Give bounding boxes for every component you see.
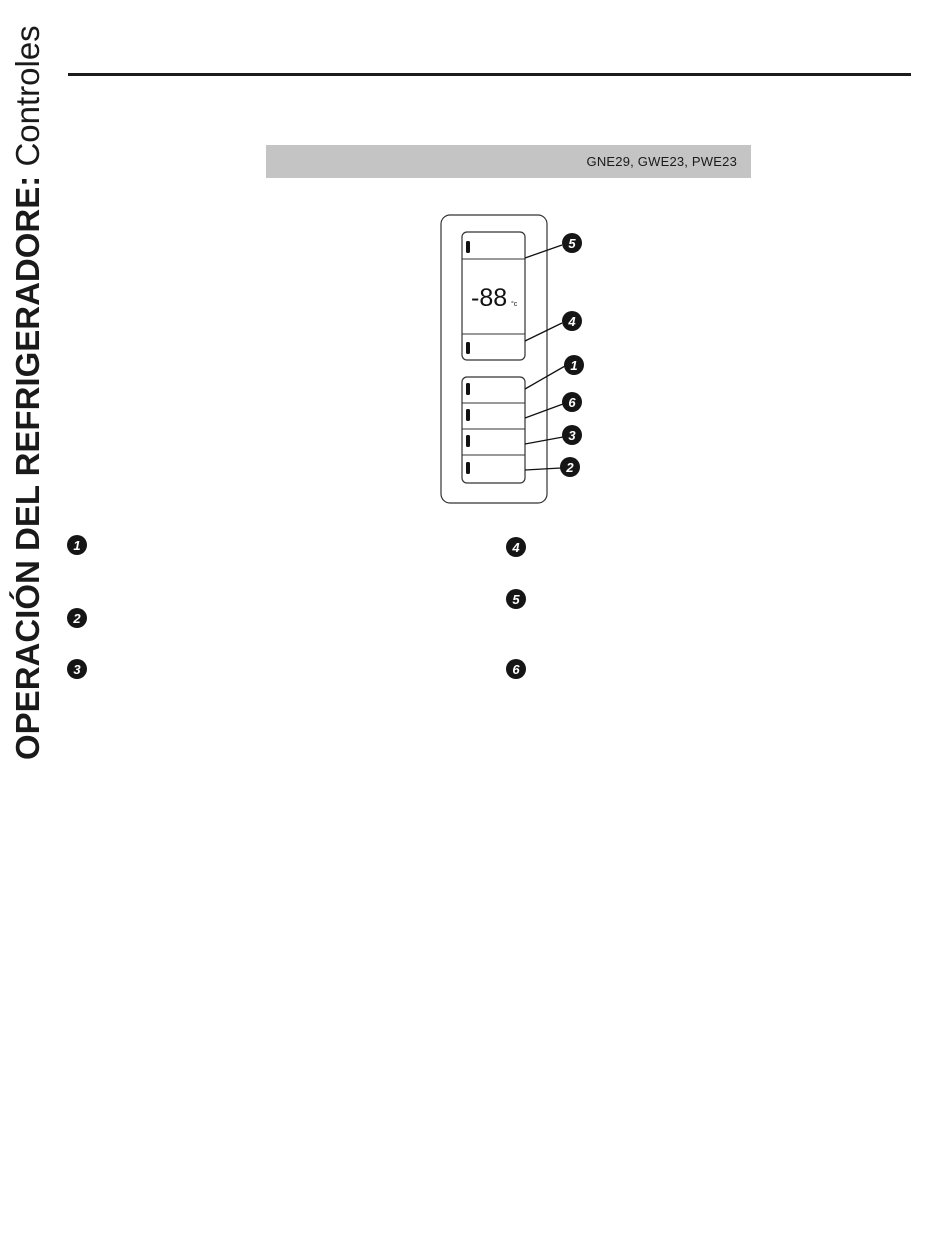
indicator-light (466, 409, 470, 421)
svg-text:1: 1 (570, 358, 578, 373)
callout-badge-2 (560, 457, 580, 477)
callout-badge-1 (564, 355, 584, 375)
indicator-light (466, 383, 470, 395)
svg-text:2: 2 (566, 460, 574, 475)
svg-text:6: 6 (512, 662, 520, 677)
callout-badge-3 (562, 425, 582, 445)
callout-badge-6 (562, 392, 582, 412)
button-module (462, 377, 525, 483)
svg-text:5: 5 (512, 592, 520, 607)
legend-badge-1 (67, 535, 87, 555)
panel-outline (441, 215, 547, 503)
callout-badge-5 (562, 233, 582, 253)
model-list: GNE29, GWE23, PWE23 (586, 154, 737, 169)
legend-badge-5 (506, 589, 526, 609)
svg-text:6: 6 (568, 395, 576, 410)
temperature-readout: -88 (471, 284, 508, 312)
svg-text:5: 5 (568, 236, 576, 251)
svg-text:1: 1 (73, 538, 81, 553)
indicator-light (466, 462, 470, 474)
svg-text:4: 4 (512, 540, 520, 555)
svg-text:3: 3 (73, 662, 81, 677)
legend-badge-3 (67, 659, 87, 679)
indicator-light (466, 435, 470, 447)
legend-badge-2 (67, 608, 87, 628)
legend-badge-6 (506, 659, 526, 679)
indicator-light (466, 342, 470, 354)
indicator-light (466, 241, 470, 253)
temperature-unit: °c (511, 301, 518, 308)
callout-badge-4 (562, 311, 582, 331)
svg-text:2: 2 (73, 611, 81, 626)
svg-text:3: 3 (568, 428, 576, 443)
legend-badge-4 (506, 537, 526, 557)
svg-text:4: 4 (568, 314, 576, 329)
side-title-bold: OPERACIÓN DEL REFRIGERADORE: (9, 175, 46, 760)
side-title-regular: Controles (9, 25, 46, 176)
